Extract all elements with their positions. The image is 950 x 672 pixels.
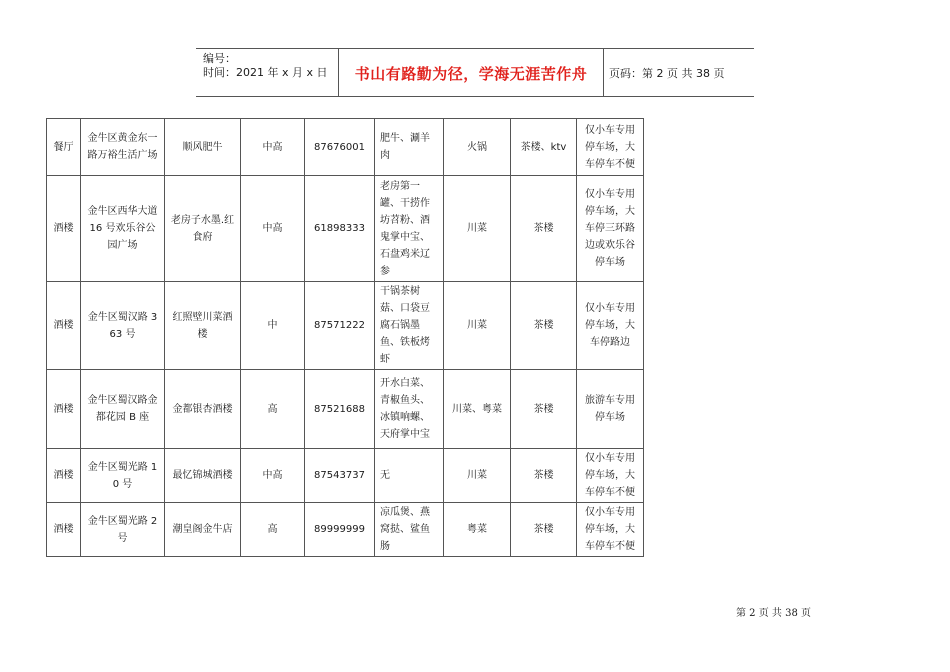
table-row bbox=[47, 370, 644, 449]
cell-entertainment: 茶楼、ktv bbox=[511, 119, 577, 176]
cell-address: 金牛区西华大道 16 号欢乐谷公园广场 bbox=[81, 176, 165, 282]
cell-entertainment: 茶楼 bbox=[511, 282, 577, 370]
cell-type: 酒楼 bbox=[47, 282, 81, 370]
cell-price: 高 bbox=[241, 370, 305, 449]
header-divider-right bbox=[603, 48, 604, 96]
cell-cuisine: 川菜 bbox=[444, 176, 511, 282]
cell-entertainment: 茶楼 bbox=[511, 176, 577, 282]
cell-phone: 87571222 bbox=[305, 282, 375, 370]
cell-cuisine: 川菜、粤菜 bbox=[444, 370, 511, 449]
cell-address: 金牛区蜀汉路金都花园 B 座 bbox=[81, 370, 165, 449]
cell-phone: 87676001 bbox=[305, 119, 375, 176]
cell-parking: 仅小车专用停车场，大车停车不便 bbox=[577, 449, 644, 503]
cell-name: 顺风肥牛 bbox=[165, 119, 241, 176]
header-bottom-rule bbox=[196, 96, 754, 97]
table-row bbox=[47, 119, 644, 176]
cell-parking: 仅小车专用停车场，大车停车不便 bbox=[577, 119, 644, 176]
cell-parking: 旅游车专用停车场 bbox=[577, 370, 644, 449]
cell-price: 中高 bbox=[241, 176, 305, 282]
cell-parking: 仅小车专用停车场，大车停三环路边或欢乐谷停车场 bbox=[577, 176, 644, 282]
cell-phone: 87521688 bbox=[305, 370, 375, 449]
cell-phone: 87543737 bbox=[305, 449, 375, 503]
cell-dishes: 凉瓜煲、燕窝挞、鲨鱼肠 bbox=[375, 503, 444, 557]
cell-phone: 89999999 bbox=[305, 503, 375, 557]
footer-page-number: 第 2 页 共 38 页 bbox=[736, 608, 811, 619]
cell-name: 潮皇阁金牛店 bbox=[165, 503, 241, 557]
cell-dishes: 干锅茶树菇、口袋豆腐石锅墨鱼、铁板烤虾 bbox=[375, 282, 444, 370]
cell-name: 老房子水墨.红食府 bbox=[165, 176, 241, 282]
cell-parking: 仅小车专用停车场，大车停路边 bbox=[577, 282, 644, 370]
cell-name: 红照壁川菜酒楼 bbox=[165, 282, 241, 370]
cell-name: 金都银杏酒楼 bbox=[165, 370, 241, 449]
cell-cuisine: 火锅 bbox=[444, 119, 511, 176]
cell-address: 金牛区黄金东一路万裕生活广场 bbox=[81, 119, 165, 176]
header-motto: 书山有路勤为径，学海无涯苦作舟 bbox=[354, 65, 588, 83]
cell-type: 餐厅 bbox=[47, 119, 81, 176]
document-number-label: 编号： bbox=[203, 52, 236, 65]
cell-address: 金牛区蜀光路 2 号 bbox=[81, 503, 165, 557]
cell-dishes: 老房第一罐、干捞作坊苕粉、酒鬼掌中宝、石盘鸡米辽参 bbox=[375, 176, 444, 282]
header-top-rule bbox=[196, 48, 754, 49]
cell-cuisine: 川菜 bbox=[444, 282, 511, 370]
cell-dishes: 开水白菜、青椒鱼头、冰镇响螺、天府掌中宝 bbox=[375, 370, 444, 449]
cell-cuisine: 粤菜 bbox=[444, 503, 511, 557]
cell-cuisine: 川菜 bbox=[444, 449, 511, 503]
header-page-number: 页码：第 2 页 共 38 页 bbox=[609, 67, 725, 80]
cell-address: 金牛区蜀汉路 363 号 bbox=[81, 282, 165, 370]
restaurant-table bbox=[46, 118, 644, 557]
cell-price: 中高 bbox=[241, 449, 305, 503]
table-row bbox=[47, 503, 644, 557]
cell-type: 酒楼 bbox=[47, 176, 81, 282]
cell-price: 高 bbox=[241, 503, 305, 557]
cell-address: 金牛区蜀光路 10 号 bbox=[81, 449, 165, 503]
table-body bbox=[47, 119, 644, 557]
cell-parking: 仅小车专用停车场，大车停车不便 bbox=[577, 503, 644, 557]
cell-dishes: 肥牛、涮羊肉 bbox=[375, 119, 444, 176]
table-row bbox=[47, 282, 644, 370]
cell-type: 酒楼 bbox=[47, 503, 81, 557]
cell-name: 最忆锦城酒楼 bbox=[165, 449, 241, 503]
table-row bbox=[47, 176, 644, 282]
cell-entertainment: 茶楼 bbox=[511, 449, 577, 503]
cell-type: 酒楼 bbox=[47, 449, 81, 503]
header-meta bbox=[203, 52, 328, 80]
cell-price: 中高 bbox=[241, 119, 305, 176]
cell-phone: 61898333 bbox=[305, 176, 375, 282]
cell-entertainment: 茶楼 bbox=[511, 503, 577, 557]
cell-entertainment: 茶楼 bbox=[511, 370, 577, 449]
cell-type: 酒楼 bbox=[47, 370, 81, 449]
cell-price: 中 bbox=[241, 282, 305, 370]
cell-dishes: 无 bbox=[375, 449, 444, 503]
document-time-label: 时间：2021 年 x 月 x 日 bbox=[203, 66, 328, 79]
table-row bbox=[47, 449, 644, 503]
